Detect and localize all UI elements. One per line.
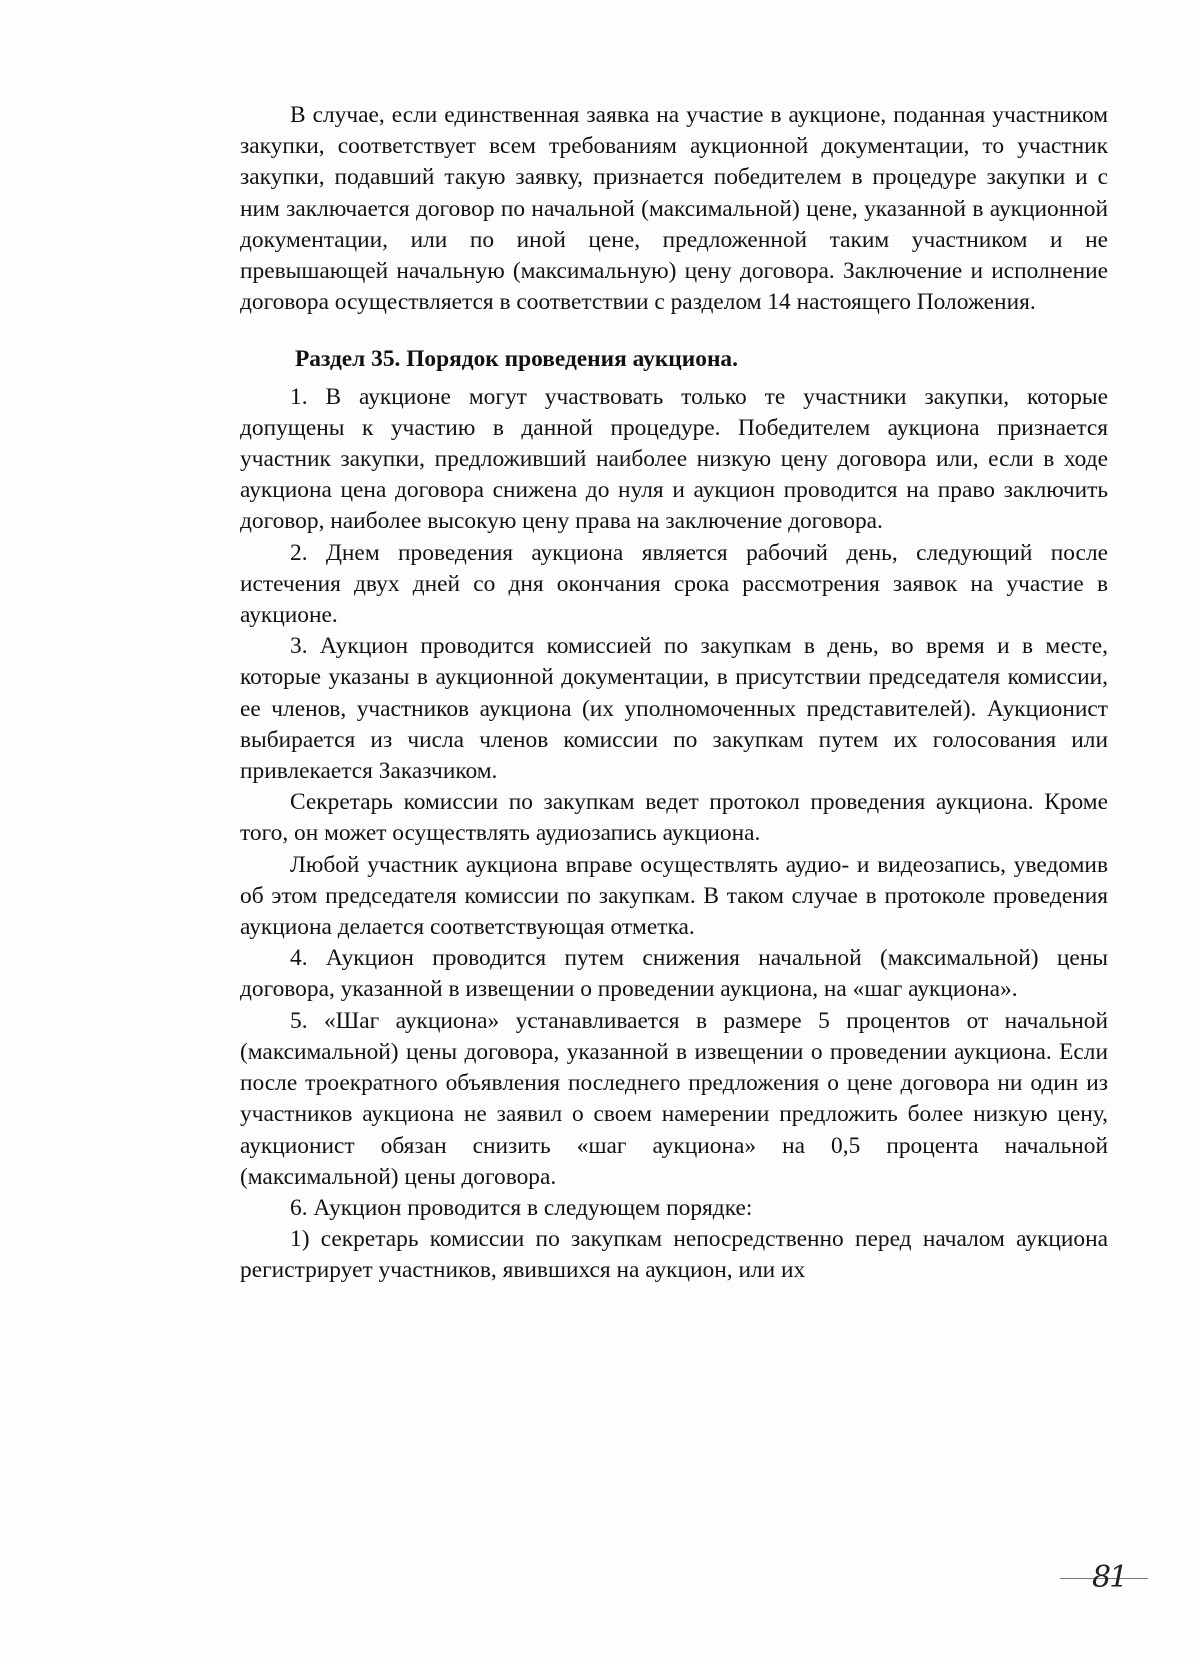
page-number	[1060, 1560, 1150, 1610]
document-body	[240, 100, 1108, 1287]
paragraph-item-6: 6. Аукцион проводится в следующем порядке:	[290, 1194, 753, 1221]
paragraph-recording: Любой участник аукциона вправе осуществлять аудио- и видеозапись, уведомив об этом председателя комиссии по закупкам. В таком случае в протоколе проведения аукциона делается соответствующая отметка.	[240, 851, 1108, 941]
paragraph-secretary: Секретарь комиссии по закупкам ведет протокол проведения аукциона. Кроме того, он может осуществлять аудиозапись аукциона.	[240, 789, 1108, 847]
intro-paragraph: В случае, если единственная заявка на участие в аукционе, поданная участником закупки, соответствует всем требованиям аукционной документации, то участник закупки, подавший такую заявку, признается победителем в процедуре закупки и с ним заключается договор по начальной (максимальной) цене, указанной в аукционной документации, или по иной цене, предложенной таким участником и не превышающей начальную (максимальную) цену договора. Заключение и исполнение договора осуществляется в соответствии с разделом 14 настоящего Положения.	[240, 102, 1108, 316]
paragraph-item-3: 3. Аукцион проводится комиссией по закупкам в день, во время и в месте, которые указаны в аукционной документации, в присутствии председателя комиссии, ее членов, участников аукциона (их уполномоченных представителей). Аукционист выбирается из числа членов комиссии по закупкам путем их голосования или привлекается Заказчиком.	[240, 633, 1108, 785]
paragraph-item-5: 5. «Шаг аукциона» устанавливается в размере 5 процентов от начальной (максимальной) цены договора, указанной в извещении о проведении аукциона. Если после троекратного объявления последнего предложения о цене договора ни один из участников аукциона не заявил о своем намерении предложить более низкую цену, аукционист обязан снизить «шаг аукциона» на 0,5 процента начальной (максимальной) цены договора.	[240, 1007, 1108, 1190]
paragraph-item-4: 4. Аукцион проводится путем снижения начальной (максимальной) цены договора, указанной в извещении о проведении аукциона, на «шаг аукциона».	[240, 945, 1108, 1003]
paragraph-subitem-1: 1) секретарь комиссии по закупкам непосредственно перед началом аукциона регистрирует участников, явившихся на аукцион, или их	[240, 1226, 1108, 1284]
paragraph-item-1: 1. В аукционе могут участвовать только те участники закупки, которые допущены к участию в данной процедуре. Победителем аукциона признается участник закупки, предложивший наиболее низкую цену договора или, если в ходе аукциона цена договора снижена до нуля и аукцион проводится на право заключить договор, наиболее высокую цену права на заключение договора.	[240, 383, 1108, 535]
section-title: Раздел 35. Порядок проведения аукциона.	[295, 346, 738, 373]
page-number-text: 81	[1092, 1560, 1127, 1595]
paragraph-item-2: 2. Днем проведения аукциона является рабочий день, следующий после истечения двух дней со дня окончания срока рассмотрения заявок на участие в аукционе.	[240, 539, 1108, 629]
